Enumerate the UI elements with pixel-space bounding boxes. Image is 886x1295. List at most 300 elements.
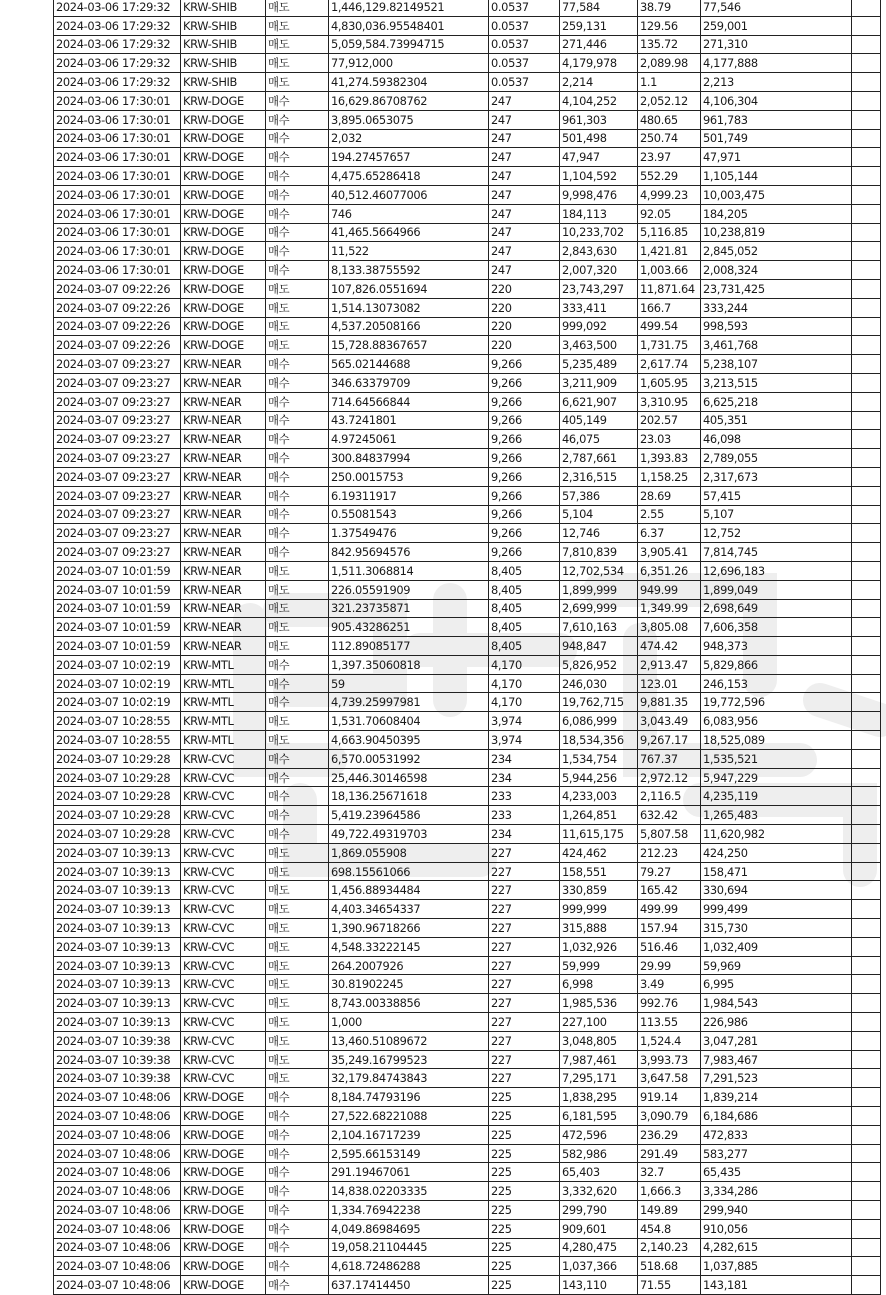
blank-cell [852,1069,881,1088]
blank-cell [852,975,881,994]
table-row [54,1276,881,1295]
volume-cell: 19,058.21104445 [329,1238,489,1257]
market-cell: KRW-NEAR [181,486,266,505]
market-cell: KRW-SHIB [181,16,266,35]
market-cell: KRW-NEAR [181,430,266,449]
market-cell: KRW-DOGE [181,148,266,167]
amount-cell: 6,998 [560,975,638,994]
blank-cell [852,279,881,298]
market-cell: KRW-DOGE [181,1182,266,1201]
settlement-cell: 46,098 [701,430,852,449]
settlement-cell: 948,373 [701,637,852,656]
table-row [54,110,881,129]
volume-cell: 1,390.96718266 [329,919,489,938]
side-cell: 매도 [266,580,329,599]
volume-cell: 8,184.74793196 [329,1088,489,1107]
table-row [54,994,881,1013]
blank-cell [852,1238,881,1257]
date-cell: 2024-03-07 09:22:26 [54,317,181,336]
blank-cell [852,806,881,825]
blank-cell [852,261,881,280]
settlement-cell: 3,334,286 [701,1182,852,1201]
volume-cell: 4,663.90450395 [329,731,489,750]
price-cell: 227 [489,881,560,900]
settlement-cell: 6,995 [701,975,852,994]
settlement-cell: 6,184,686 [701,1107,852,1126]
amount-cell: 1,838,295 [560,1088,638,1107]
fee-cell: 454.8 [638,1219,701,1238]
amount-cell: 12,702,534 [560,561,638,580]
blank-cell [852,881,881,900]
table-row [54,167,881,186]
fee-cell: 499.54 [638,317,701,336]
date-cell: 2024-03-07 10:01:59 [54,618,181,637]
fee-cell: 29.99 [638,956,701,975]
settlement-cell: 2,008,324 [701,261,852,280]
table-row [54,1201,881,1220]
date-cell: 2024-03-07 10:48:06 [54,1125,181,1144]
side-cell: 매수 [266,1238,329,1257]
volume-cell: 41,274.59382304 [329,73,489,92]
amount-cell: 1,104,592 [560,167,638,186]
amount-cell: 948,847 [560,637,638,656]
fee-cell: 9,267.17 [638,731,701,750]
amount-cell: 2,699,999 [560,599,638,618]
table-row [54,1257,881,1276]
price-cell: 225 [489,1257,560,1276]
side-cell: 매도 [266,279,329,298]
settlement-cell: 7,983,467 [701,1050,852,1069]
market-cell: KRW-CVC [181,1031,266,1050]
date-cell: 2024-03-07 10:39:38 [54,1031,181,1050]
settlement-cell: 3,213,515 [701,373,852,392]
blank-cell [852,430,881,449]
fee-cell: 113.55 [638,1013,701,1032]
price-cell: 247 [489,204,560,223]
fee-cell: 92.05 [638,204,701,223]
table-row [54,712,881,731]
settlement-cell: 246,153 [701,674,852,693]
settlement-cell: 299,940 [701,1201,852,1220]
fee-cell: 767.37 [638,749,701,768]
date-cell: 2024-03-06 17:29:32 [54,54,181,73]
side-cell: 매도 [266,843,329,862]
price-cell: 225 [489,1163,560,1182]
date-cell: 2024-03-07 10:01:59 [54,637,181,656]
date-cell: 2024-03-07 10:28:55 [54,712,181,731]
table-row [54,0,881,16]
blank-cell [852,373,881,392]
settlement-cell: 5,238,107 [701,355,852,374]
date-cell: 2024-03-07 09:23:27 [54,467,181,486]
amount-cell: 2,214 [560,73,638,92]
table-row [54,937,881,956]
price-cell: 234 [489,749,560,768]
date-cell: 2024-03-07 10:39:38 [54,1050,181,1069]
amount-cell: 57,386 [560,486,638,505]
side-cell: 매수 [266,505,329,524]
market-cell: KRW-DOGE [181,261,266,280]
amount-cell: 405,149 [560,411,638,430]
volume-cell: 905.43286251 [329,618,489,637]
volume-cell: 1,514.13073082 [329,298,489,317]
price-cell: 247 [489,91,560,110]
volume-cell: 1,511.3068814 [329,561,489,580]
date-cell: 2024-03-07 10:02:19 [54,693,181,712]
table-row [54,561,881,580]
price-cell: 9,266 [489,355,560,374]
side-cell: 매도 [266,54,329,73]
side-cell: 매수 [266,373,329,392]
price-cell: 8,405 [489,580,560,599]
fee-cell: 236.29 [638,1125,701,1144]
table-row [54,336,881,355]
volume-cell: 5,059,584.73994715 [329,35,489,54]
price-cell: 227 [489,862,560,881]
price-cell: 3,974 [489,731,560,750]
volume-cell: 698.15561066 [329,862,489,881]
market-cell: KRW-CVC [181,862,266,881]
amount-cell: 18,534,356 [560,731,638,750]
volume-cell: 16,629.86708762 [329,91,489,110]
amount-cell: 47,947 [560,148,638,167]
amount-cell: 7,987,461 [560,1050,638,1069]
date-cell: 2024-03-07 10:39:13 [54,1013,181,1032]
date-cell: 2024-03-07 10:01:59 [54,599,181,618]
side-cell: 매수 [266,749,329,768]
blank-cell [852,242,881,261]
market-cell: KRW-CVC [181,1013,266,1032]
table-row [54,1238,881,1257]
blank-cell [852,825,881,844]
blank-cell [852,110,881,129]
fee-cell: 1,158.25 [638,467,701,486]
blank-cell [852,486,881,505]
market-cell: KRW-DOGE [181,1276,266,1295]
blank-cell [852,580,881,599]
price-cell: 8,405 [489,599,560,618]
amount-cell: 1,534,754 [560,749,638,768]
market-cell: KRW-NEAR [181,392,266,411]
blank-cell [852,223,881,242]
fee-cell: 552.29 [638,167,701,186]
date-cell: 2024-03-07 10:39:13 [54,919,181,938]
price-cell: 220 [489,298,560,317]
volume-cell: 5,419.23964586 [329,806,489,825]
table-row [54,467,881,486]
market-cell: KRW-NEAR [181,505,266,524]
volume-cell: 4,548.33222145 [329,937,489,956]
fee-cell: 2,089.98 [638,54,701,73]
price-cell: 225 [489,1219,560,1238]
volume-cell: 3,895.0653075 [329,110,489,129]
price-cell: 220 [489,279,560,298]
amount-cell: 299,790 [560,1201,638,1220]
amount-cell: 65,403 [560,1163,638,1182]
date-cell: 2024-03-07 10:48:06 [54,1182,181,1201]
side-cell: 매수 [266,129,329,148]
settlement-cell: 1,032,409 [701,937,852,956]
settlement-cell: 57,415 [701,486,852,505]
fee-cell: 165.42 [638,881,701,900]
price-cell: 227 [489,994,560,1013]
side-cell: 매수 [266,1163,329,1182]
side-cell: 매수 [266,242,329,261]
price-cell: 9,266 [489,505,560,524]
side-cell: 매수 [266,806,329,825]
date-cell: 2024-03-06 17:30:01 [54,185,181,204]
table-row [54,392,881,411]
market-cell: KRW-DOGE [181,1088,266,1107]
volume-cell: 565.02144688 [329,355,489,374]
side-cell: 매도 [266,731,329,750]
side-cell: 매도 [266,919,329,938]
table-row [54,1182,881,1201]
side-cell: 매수 [266,1201,329,1220]
amount-cell: 2,787,661 [560,449,638,468]
table-row [54,1050,881,1069]
market-cell: KRW-MTL [181,693,266,712]
date-cell: 2024-03-07 09:22:26 [54,336,181,355]
table-row [54,411,881,430]
table-row [54,505,881,524]
blank-cell [852,1031,881,1050]
amount-cell: 3,463,500 [560,336,638,355]
table-row [54,223,881,242]
market-cell: KRW-NEAR [181,449,266,468]
volume-cell: 300.84837994 [329,449,489,468]
price-cell: 8,405 [489,637,560,656]
fee-cell: 250.74 [638,129,701,148]
settlement-cell: 2,317,673 [701,467,852,486]
date-cell: 2024-03-07 09:23:27 [54,392,181,411]
volume-cell: 714.64566844 [329,392,489,411]
market-cell: KRW-DOGE [181,1201,266,1220]
market-cell: KRW-DOGE [181,242,266,261]
amount-cell: 12,746 [560,524,638,543]
amount-cell: 4,280,475 [560,1238,638,1257]
blank-cell [852,204,881,223]
fee-cell: 149.89 [638,1201,701,1220]
date-cell: 2024-03-07 10:29:28 [54,768,181,787]
fee-cell: 6,351.26 [638,561,701,580]
blank-cell [852,618,881,637]
side-cell: 매도 [266,994,329,1013]
table-row [54,674,881,693]
side-cell: 매수 [266,1257,329,1276]
table-row [54,430,881,449]
market-cell: KRW-NEAR [181,543,266,562]
date-cell: 2024-03-07 10:48:06 [54,1219,181,1238]
fee-cell: 1,605.95 [638,373,701,392]
volume-cell: 25,446.30146598 [329,768,489,787]
price-cell: 227 [489,919,560,938]
date-cell: 2024-03-06 17:30:01 [54,204,181,223]
blank-cell [852,1107,881,1126]
table-row [54,618,881,637]
date-cell: 2024-03-07 10:48:06 [54,1201,181,1220]
date-cell: 2024-03-07 10:39:13 [54,975,181,994]
market-cell: KRW-NEAR [181,411,266,430]
side-cell: 매수 [266,261,329,280]
market-cell: KRW-NEAR [181,637,266,656]
transaction-table [53,0,881,1295]
side-cell: 매도 [266,1031,329,1050]
side-cell: 매수 [266,204,329,223]
date-cell: 2024-03-07 09:23:27 [54,411,181,430]
date-cell: 2024-03-07 10:48:06 [54,1163,181,1182]
price-cell: 9,266 [489,449,560,468]
date-cell: 2024-03-07 10:29:28 [54,787,181,806]
fee-cell: 5,116.85 [638,223,701,242]
side-cell: 매수 [266,110,329,129]
table-row [54,1069,881,1088]
settlement-cell: 1,265,483 [701,806,852,825]
blank-cell [852,129,881,148]
table-row [54,261,881,280]
side-cell: 매도 [266,336,329,355]
market-cell: KRW-DOGE [181,317,266,336]
date-cell: 2024-03-07 10:48:06 [54,1107,181,1126]
blank-cell [852,1163,881,1182]
price-cell: 247 [489,261,560,280]
amount-cell: 59,999 [560,956,638,975]
amount-cell: 5,235,489 [560,355,638,374]
volume-cell: 18,136.25671618 [329,787,489,806]
date-cell: 2024-03-07 09:22:26 [54,279,181,298]
amount-cell: 501,498 [560,129,638,148]
volume-cell: 1,869.055908 [329,843,489,862]
price-cell: 227 [489,975,560,994]
table-row [54,1088,881,1107]
table-row [54,486,881,505]
blank-cell [852,900,881,919]
price-cell: 225 [489,1238,560,1257]
volume-cell: 43.7241801 [329,411,489,430]
blank-cell [852,411,881,430]
fee-cell: 1.1 [638,73,701,92]
volume-cell: 8,743.00338856 [329,994,489,1013]
side-cell: 매도 [266,298,329,317]
blank-cell [852,73,881,92]
side-cell: 매수 [266,787,329,806]
blank-cell [852,0,881,16]
amount-cell: 582,986 [560,1144,638,1163]
side-cell: 매도 [266,35,329,54]
fee-cell: 1,393.83 [638,449,701,468]
date-cell: 2024-03-07 10:01:59 [54,561,181,580]
date-cell: 2024-03-07 09:22:26 [54,298,181,317]
settlement-cell: 2,213 [701,73,852,92]
blank-cell [852,994,881,1013]
date-cell: 2024-03-07 10:02:19 [54,674,181,693]
side-cell: 매도 [266,937,329,956]
price-cell: 0.0537 [489,54,560,73]
table-row [54,16,881,35]
table-row [54,975,881,994]
amount-cell: 7,610,163 [560,618,638,637]
blank-cell [852,467,881,486]
amount-cell: 259,131 [560,16,638,35]
side-cell: 매수 [266,655,329,674]
settlement-cell: 184,205 [701,204,852,223]
volume-cell: 1,334.76942238 [329,1201,489,1220]
amount-cell: 3,332,620 [560,1182,638,1201]
date-cell: 2024-03-06 17:30:01 [54,91,181,110]
table-row [54,148,881,167]
amount-cell: 4,104,252 [560,91,638,110]
side-cell: 매수 [266,167,329,186]
settlement-cell: 1,535,521 [701,749,852,768]
fee-cell: 3,043.49 [638,712,701,731]
market-cell: KRW-DOGE [181,129,266,148]
price-cell: 233 [489,787,560,806]
market-cell: KRW-CVC [181,975,266,994]
settlement-cell: 333,244 [701,298,852,317]
market-cell: KRW-SHIB [181,35,266,54]
settlement-cell: 4,177,888 [701,54,852,73]
fee-cell: 949.99 [638,580,701,599]
side-cell: 매도 [266,1069,329,1088]
settlement-cell: 4,106,304 [701,91,852,110]
blank-cell [852,336,881,355]
price-cell: 220 [489,336,560,355]
market-cell: KRW-DOGE [181,1107,266,1126]
amount-cell: 2,843,630 [560,242,638,261]
amount-cell: 330,859 [560,881,638,900]
table-row [54,768,881,787]
volume-cell: 41,465.5664966 [329,223,489,242]
blank-cell [852,768,881,787]
settlement-cell: 7,291,523 [701,1069,852,1088]
date-cell: 2024-03-07 10:39:13 [54,956,181,975]
fee-cell: 212.23 [638,843,701,862]
volume-cell: 13,460.51089672 [329,1031,489,1050]
table-row [54,825,881,844]
side-cell: 매수 [266,355,329,374]
settlement-cell: 998,593 [701,317,852,336]
settlement-cell: 4,282,615 [701,1238,852,1257]
side-cell: 매수 [266,1144,329,1163]
table-row [54,1125,881,1144]
amount-cell: 2,007,320 [560,261,638,280]
table-row [54,449,881,468]
settlement-cell: 405,351 [701,411,852,430]
volume-cell: 4,739.25997981 [329,693,489,712]
price-cell: 0.0537 [489,35,560,54]
side-cell: 매수 [266,223,329,242]
date-cell: 2024-03-07 10:29:28 [54,806,181,825]
date-cell: 2024-03-07 10:01:59 [54,580,181,599]
blank-cell [852,1257,881,1276]
fee-cell: 2,052.12 [638,91,701,110]
price-cell: 247 [489,110,560,129]
volume-cell: 637.17414450 [329,1276,489,1295]
price-cell: 0.0537 [489,16,560,35]
market-cell: KRW-NEAR [181,580,266,599]
table-row [54,731,881,750]
side-cell: 매도 [266,16,329,35]
blank-cell [852,655,881,674]
blank-cell [852,674,881,693]
amount-cell: 4,179,978 [560,54,638,73]
volume-cell: 4.97245061 [329,430,489,449]
volume-cell: 1,456.88934484 [329,881,489,900]
amount-cell: 11,615,175 [560,825,638,844]
table-row [54,129,881,148]
market-cell: KRW-DOGE [181,336,266,355]
side-cell: 매도 [266,1050,329,1069]
